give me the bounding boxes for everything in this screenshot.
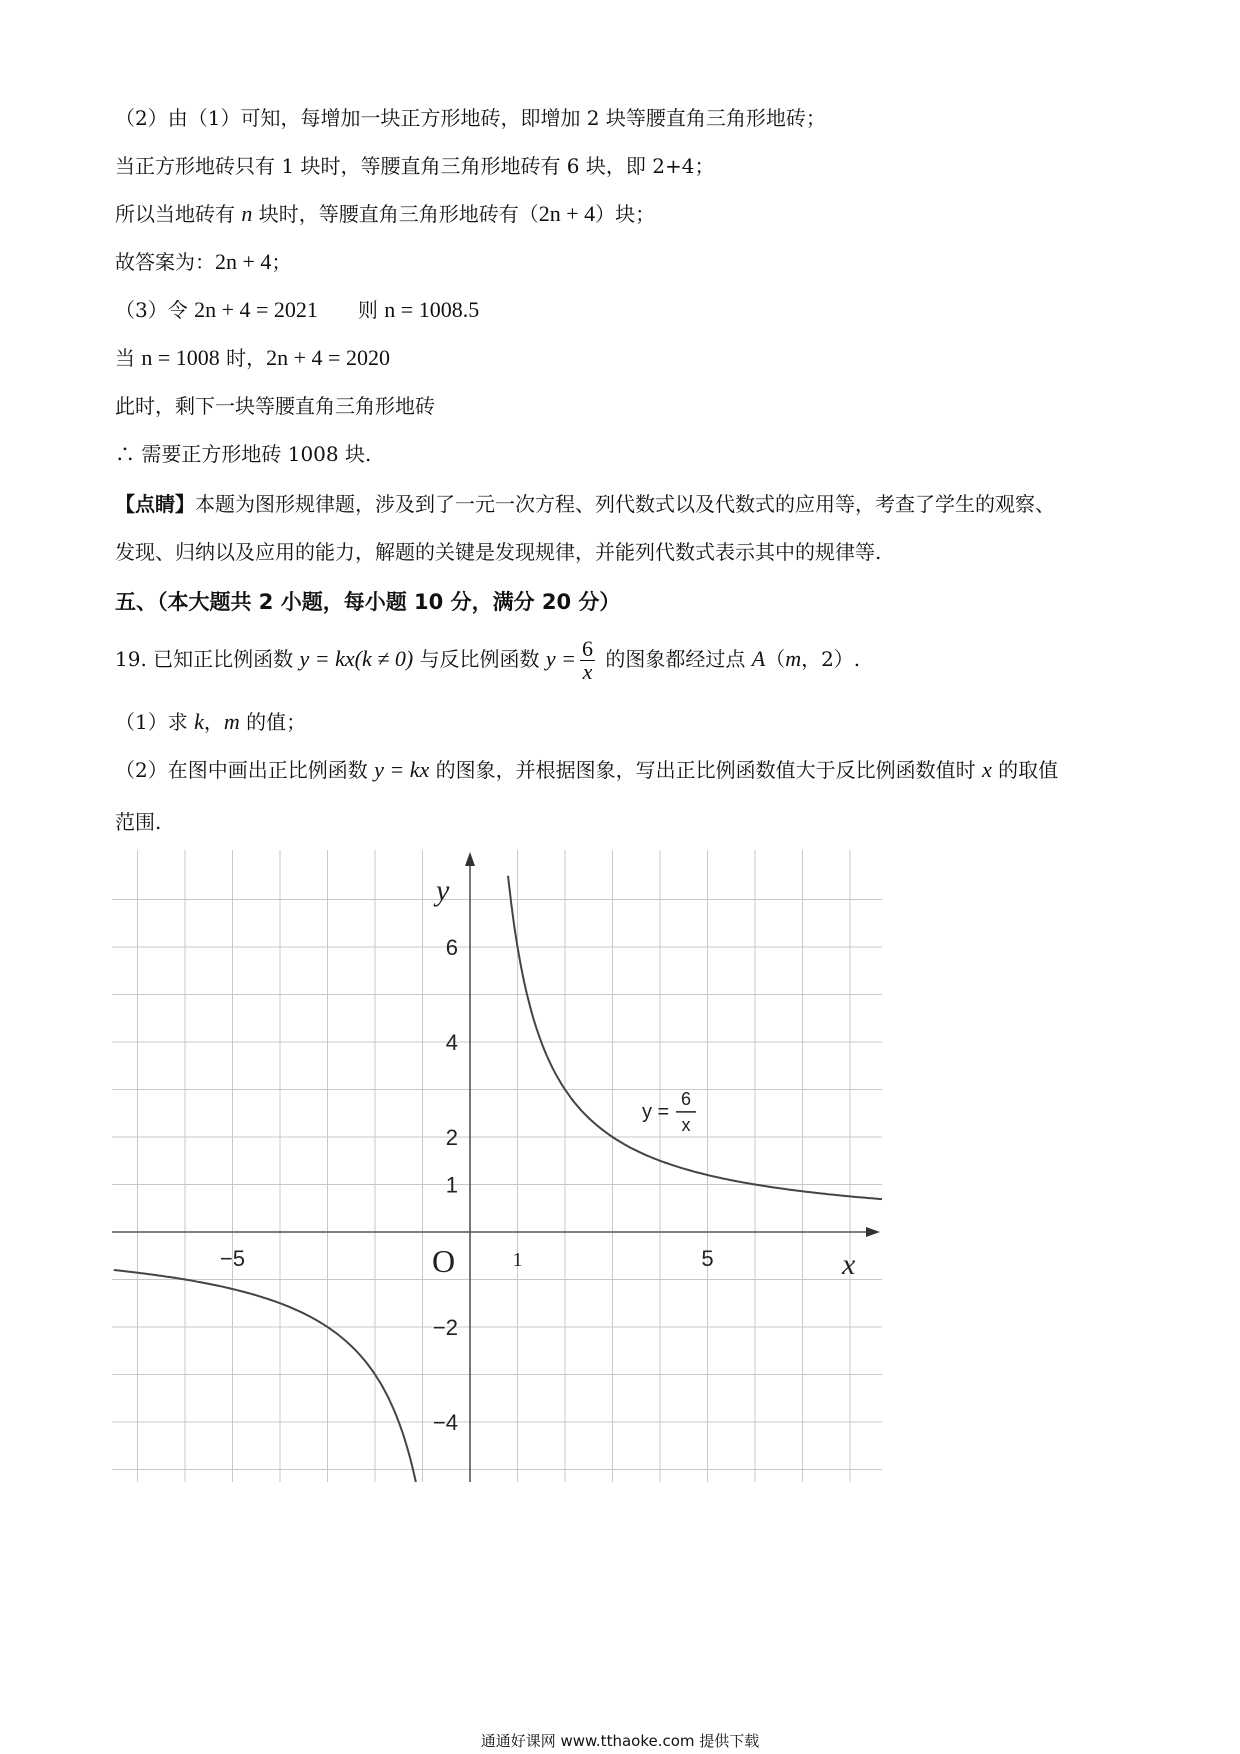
curve-label-numerator: 6 <box>680 1088 692 1109</box>
comment-line-1 <box>115 490 1055 518</box>
curve-branch-1 <box>508 876 882 1200</box>
linear-function: y = kx(k ≠ 0) <box>299 646 414 671</box>
x-tick-label: 5 <box>701 1246 714 1271</box>
equation: 2n + 4 = 2021 <box>194 297 318 322</box>
text-segment: （ <box>765 647 786 671</box>
curve-label-denominator: x <box>681 1114 691 1135</box>
fraction-denominator: x <box>582 659 593 684</box>
question-19 <box>115 638 860 683</box>
text-segment: ，2）. <box>801 647 861 671</box>
text-segment: 与反比例函数 <box>413 647 546 671</box>
var-n: n <box>241 201 253 226</box>
y-tick-label: −2 <box>432 1315 458 1340</box>
y-tick-label: 4 <box>445 1030 458 1055</box>
text-segment: （1）求 <box>115 710 195 734</box>
text-segment: 19. 已知正比例函数 <box>115 647 300 671</box>
y-axis-arrow <box>465 852 475 866</box>
fraction-numerator: 6 <box>582 636 594 661</box>
var-x: x <box>981 757 992 782</box>
solution-line-6 <box>115 344 390 372</box>
text-segment: 的图象，并根据图象，写出正比例函数值大于反比例函数值时 <box>429 758 982 782</box>
equation-result: n = 1008.5 <box>384 297 480 322</box>
var-k: k <box>194 709 204 734</box>
answer-expression: 2n + 4 <box>215 249 272 274</box>
question-19-part-2 <box>115 756 1058 784</box>
x-tick-label: 1 <box>512 1249 523 1271</box>
question-19-part-2-cont: 范围. <box>115 810 162 834</box>
text-segment: 的图象都经过点 <box>599 647 752 671</box>
text-segment: ； <box>271 250 292 274</box>
inverse-function-lhs: y = <box>545 646 577 671</box>
solution-line-5 <box>115 296 479 324</box>
x-axis-arrow <box>866 1227 880 1237</box>
grid <box>112 850 882 1482</box>
text-segment: 故答案为： <box>115 250 215 274</box>
text-segment: （3）令 <box>115 298 195 322</box>
equation: n = 1008 <box>141 345 220 370</box>
function-graph <box>112 850 882 1482</box>
question-19-part-1 <box>115 708 306 736</box>
y-tick-label: 1 <box>445 1172 458 1198</box>
text-segment: 时， <box>219 346 267 370</box>
var-m: m <box>223 709 240 734</box>
x-axis-label: x <box>842 1248 856 1281</box>
solution-line-7: 此时，剩下一块等腰直角三角形地砖 <box>115 394 435 418</box>
conclusion-line: ∴ 需要正方形地砖 1008 块. <box>115 442 372 466</box>
text-segment: 所以当地砖有 <box>115 202 242 226</box>
comment-tag: 【点睛】 <box>115 492 195 516</box>
text-segment: 本题为图形规律题，涉及到了一元一次方程、列代数式以及代数式的应用等，考查了学生的观察、 <box>195 492 1055 516</box>
y-tick-label: 2 <box>445 1125 458 1150</box>
var-m: m <box>785 646 802 671</box>
page-footer: 通通好课网 www.tthaoke.com 提供下载 <box>480 1732 760 1750</box>
graph-svg <box>112 850 882 1482</box>
origin-label: O <box>432 1243 456 1279</box>
point-A: A <box>751 646 766 671</box>
fraction <box>580 638 595 683</box>
function-y-kx: y = kx <box>374 757 430 782</box>
x-tick-label: −5 <box>219 1246 246 1271</box>
text-segment: 的值； <box>239 710 307 734</box>
y-axis-label: y <box>436 874 450 907</box>
y-tick-label: −4 <box>432 1410 458 1435</box>
curve-branch-2 <box>114 1270 418 1482</box>
comment-line-2: 发现、归纳以及应用的能力，解题的关键是发现规律，并能列代数式表示其中的规律等. <box>115 540 882 564</box>
text-segment: ， <box>203 710 224 734</box>
expr-2n-plus-4: 2n + 4 <box>538 201 596 226</box>
solution-line-1: （2）由（1）可知，每增加一块正方形地砖，即增加 2 块等腰直角三角形地砖； <box>115 106 826 130</box>
curve-label-lhs: y = <box>642 1100 670 1123</box>
equation-result: 2n + 4 = 2020 <box>266 345 390 370</box>
text-segment: 则 <box>357 298 385 322</box>
y-tick-label: 6 <box>445 935 458 960</box>
text-segment: 当 <box>115 346 142 370</box>
text-segment: 的取值 <box>991 758 1059 782</box>
text-segment: 块时，等腰直角三角形地砖有（ <box>252 202 539 226</box>
solution-line-3 <box>115 200 655 228</box>
text-segment: ）块； <box>595 202 656 226</box>
solution-line-2: 当正方形地砖只有 1 块时，等腰直角三角形地砖有 6 块，即 2+4； <box>115 154 715 178</box>
text-segment: （2）在图中画出正比例函数 <box>115 758 375 782</box>
section-heading: 五、（本大题共 2 小题，每小题 10 分，满分 20 分） <box>115 590 621 614</box>
answer-line <box>115 248 291 276</box>
